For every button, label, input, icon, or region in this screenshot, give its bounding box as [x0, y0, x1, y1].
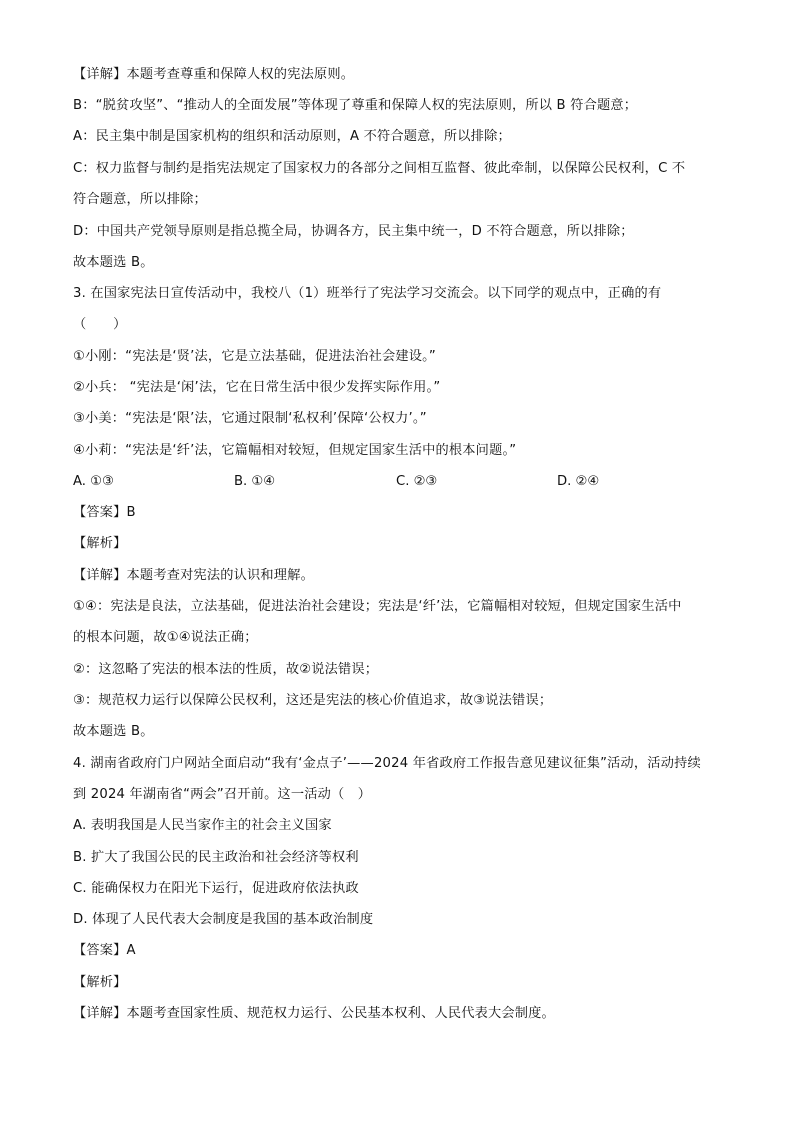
answer-q3: 【答案】B — [73, 505, 136, 520]
analysis-heading-q3: 【解析】 — [73, 536, 127, 551]
analysis-3-q3: ③：规范权力运行以保障公民权利，这还是宪法的核心价值追求，故③说法错误； — [73, 693, 553, 708]
question-4-stem-cont: 到 2024 年湖南省“两会”召开前。这一活动（ ） — [73, 787, 372, 802]
explanation-detail-q3: 【详解】本题考查对宪法的认识和理解。 — [73, 568, 314, 583]
question-3-stem: 3. 在国家宪法日宣传活动中，我校八（1）班举行了宪法学习交流会。以下同学的观点中，正确的有 — [73, 286, 662, 301]
explanation-detail-q4: 【详解】本题考查国家性质、规范权力运行、公民基本权利、人民代表大会制度。 — [73, 1006, 555, 1021]
analysis-option-d-q2: D：中国共产党领导原则是指总揽全局，协调各方，民主集中统一，D 不符合题意，所以排除； — [73, 224, 634, 239]
explanation-detail-q2: 【详解】本题考查尊重和保障人权的宪法原则。 — [73, 67, 355, 82]
analysis-2-q3: ②：这忽略了宪法的根本法的性质，故②说法错误； — [73, 662, 379, 677]
question-3-option-b: B. ①④ — [234, 474, 276, 489]
analysis-14-q3-cont: 的根本问题，故①④说法正确； — [73, 630, 258, 645]
question-4-option-d: D. 体现了人民代表大会制度是我国的基本政治制度 — [73, 912, 374, 927]
analysis-option-b-q2: B：“脱贫攻坚”、“推动人的全面发展”等体现了尊重和保障人权的宪法原则，所以 B 符合题意； — [73, 98, 638, 113]
question-3-viewpoint-4: ④小莉：“宪法是‘纤’法，它篇幅相对较短，但规定国家生活中的根本问题。” — [73, 443, 517, 458]
question-4-stem: 4. 湖南省政府门户网站全面启动“我有‘金点子’——2024 年省政府工作报告意见建议征集”活动，活动持续 — [73, 756, 701, 771]
answer-q4: 【答案】A — [73, 943, 136, 958]
question-3-viewpoint-1: ①小刚：“宪法是‘贤’法，它是立法基础，促进法治社会建设。” — [73, 349, 436, 364]
question-3-blank: （ ） — [73, 317, 127, 332]
analysis-14-q3: ①④：宪法是良法，立法基础，促进法治社会建设；宪法是‘纤’法，它篇幅相对较短，但规定国家生活中 — [73, 599, 682, 614]
analysis-option-c-q2: C：权力监督与制约是指宪法规定了国家权力的各部分之间相互监督、彼此牵制，以保障公民权利，C 不 — [73, 161, 686, 176]
conclusion-q3: 故本题选 B。 — [73, 724, 154, 739]
question-4-option-a: A. 表明我国是人民当家作主的社会主义国家 — [73, 818, 332, 833]
question-3-option-a: A. ①③ — [73, 474, 114, 489]
question-4-option-b: B. 扩大了我国公民的民主政治和社会经济等权利 — [73, 850, 359, 865]
analysis-heading-q4: 【解析】 — [73, 975, 127, 990]
question-4-option-c: C. 能确保权力在阳光下运行，促进政府依法执政 — [73, 881, 359, 896]
question-3-option-c: C. ②③ — [396, 474, 438, 489]
analysis-option-c-q2-cont: 符合题意，所以排除； — [73, 192, 207, 207]
question-3-option-d: D. ②④ — [557, 474, 600, 489]
question-3-viewpoint-2: ②小兵： “宪法是‘闲’法，它在日常生活中很少发挥实际作用。” — [73, 380, 441, 395]
analysis-option-a-q2: A：民主集中制是国家机构的组织和活动原则，A 不符合题意，所以排除； — [73, 129, 511, 144]
conclusion-q2: 故本题选 B。 — [73, 255, 154, 270]
question-3-viewpoint-3: ③小美：“宪法是‘限’法，它通过限制‘私权利’保障‘公权力’。” — [73, 411, 427, 426]
